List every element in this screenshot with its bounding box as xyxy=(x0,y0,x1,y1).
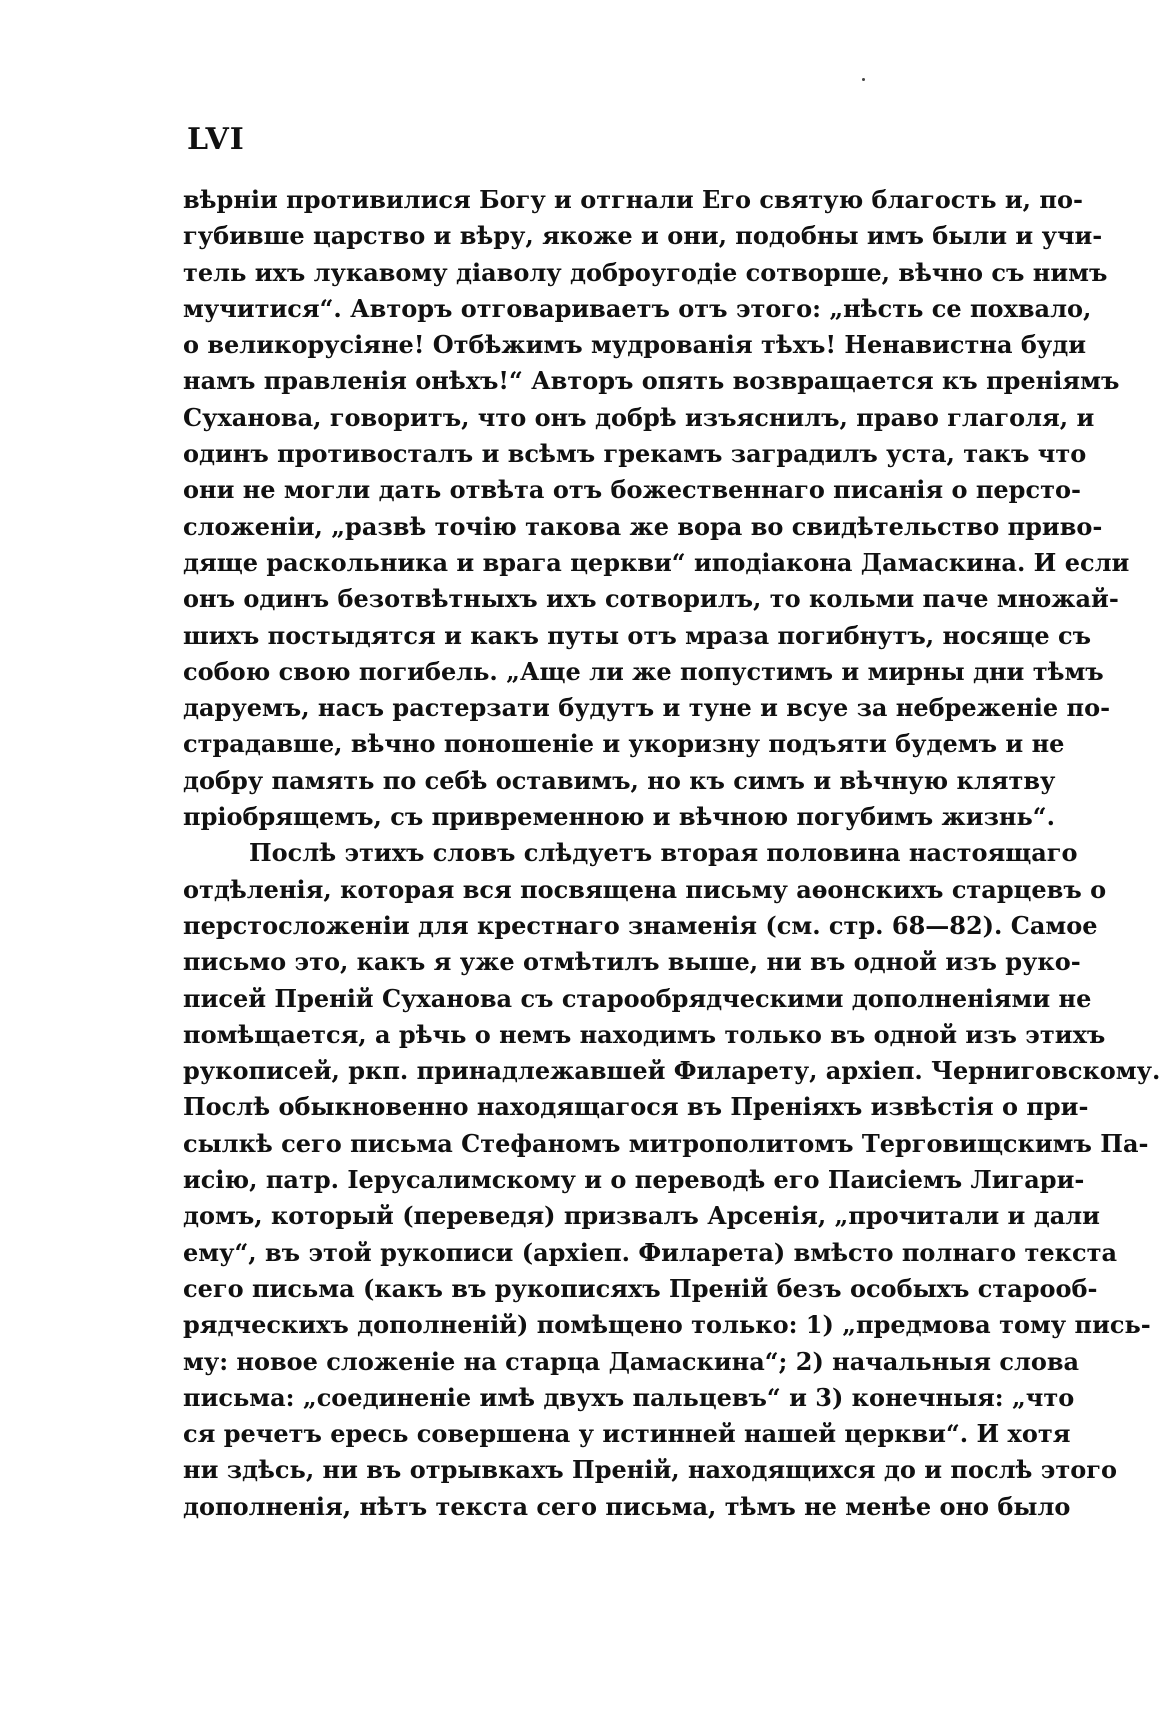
page-number: LVI xyxy=(187,122,245,157)
text-line: намъ правленія онѣхъ!“ Авторъ опять возвращается къ преніямъ xyxy=(183,366,1120,396)
text-line: рукописей, ркп. принадлежавшей Филарету, архіеп. Черниговскому. xyxy=(183,1056,1160,1086)
text-line: исію, патр. Іерусалимскому и о переводѣ его Паисіемъ Лигари- xyxy=(183,1165,1085,1195)
text-line: мучитися“. Авторъ отговариваетъ отъ этого: „нѣсть се похвало, xyxy=(183,293,1092,323)
text-line: му: новое сложеніе на старца Дамаскина“; 2) начальныя слова xyxy=(183,1346,1080,1376)
text-line: даруемъ, насъ растерзати будутъ и туне и всуе за небреженіе по- xyxy=(183,693,1111,723)
text-line: письма: „соединеніе имѣ двухъ пальцевъ“ и 3) конечныя: „что xyxy=(183,1382,1075,1412)
text-line: сего письма (какъ въ рукописяхъ Преній безъ особыхъ старооб- xyxy=(183,1273,1098,1303)
text-line: страдавше, вѣчно поношеніе и укоризну подъяти будемъ и не xyxy=(183,729,1065,759)
text-line: письмо это, какъ я уже отмѣтилъ выше, ни въ одной изъ руко- xyxy=(183,947,1081,977)
text-line: шихъ постыдятся и какъ путы отъ мраза погибнутъ, носяще съ xyxy=(183,620,1092,650)
text-line: рядческихъ дополненій) помѣщено только: 1) „предмова тому пись- xyxy=(183,1310,1151,1340)
text-line: Суханова, говоритъ, что онъ добрѣ изъяснилъ, право глаголя, и xyxy=(183,402,1095,432)
text-line: сложеніи, „развѣ точію такова же вора во свидѣтельство приво- xyxy=(183,511,1103,541)
text-line: писей Преній Суханова съ старообрядческими дополненіями не xyxy=(183,983,1092,1013)
text-line: ему“, въ этой рукописи (архіеп. Филарета) вмѣсто полнаго текста xyxy=(183,1237,1118,1267)
text-line: они не могли дать отвѣта отъ божественнаго писанія о персто- xyxy=(183,475,1081,505)
text-line: собою свою погибель. „Аще ли же попустимъ и мирны дни тѣмъ xyxy=(183,656,1104,686)
text-line: дополненія, нѣтъ текста сего письма, тѣмъ не менѣе оно было xyxy=(183,1491,1071,1521)
text-line: Послѣ обыкновенно находящагося въ Преніяхъ извѣстія о при- xyxy=(183,1092,1089,1122)
text-line: дяще раскольника и врага церкви“ иподіакона Дамаскина. И если xyxy=(183,547,1130,577)
text-line: помѣщается, а рѣчь о немъ находимъ только въ одной изъ этихъ xyxy=(183,1019,1106,1049)
text-line: сылкѣ сего письма Стефаномъ митрополитомъ Терговищскимъ Па- xyxy=(183,1128,1149,1158)
body-text xyxy=(183,182,1160,1525)
text-line: перстосложеніи для крестнаго знаменія (см. стр. 68—82). Самое xyxy=(183,910,1098,940)
text-line: губивше царство и вѣру, якоже и они, подобны имъ были и учи- xyxy=(183,221,1103,251)
text-line: вѣрніи противилися Богу и отгнали Его святую благость и, по- xyxy=(183,185,1083,214)
text-line: домъ, который (переведя) призвалъ Арсенія, „прочитали и дали xyxy=(183,1201,1100,1231)
text-line: ни здѣсь, ни въ отрывкахъ Преній, находящихся до и послѣ этого xyxy=(183,1455,1117,1485)
paragraph-end-line: пріобрящемъ, съ привременною и вѣчною погубимъ жизнь“. xyxy=(183,802,1055,832)
print-speck xyxy=(862,78,865,81)
text-line: онъ одинъ безотвѣтныхъ ихъ сотворилъ, то кольми паче множай- xyxy=(183,584,1119,614)
text-line: тель ихъ лукавому діаволу доброугодіе сотворше, вѣчно съ нимъ xyxy=(183,257,1108,287)
text-line: отдѣленія, которая вся посвящена письму аѳонскихъ старцевъ о xyxy=(183,874,1107,904)
text-line: одинъ противосталъ и всѣмъ грекамъ заградилъ уста, такъ что xyxy=(183,439,1087,469)
text-line: добру память по себѣ оставимъ, но къ симъ и вѣчную клятву xyxy=(183,765,1056,795)
text-line: ся речетъ ересь совершена у истинней нашей церкви“. И хотя xyxy=(183,1419,1071,1449)
text-line: о великорусіяне! Отбѣжимъ мудрованія тѣхъ! Ненавистна буди xyxy=(183,330,1087,360)
paragraph-start-line: Послѣ этихъ словъ слѣдуетъ вторая половина настоящаго xyxy=(249,838,1078,868)
